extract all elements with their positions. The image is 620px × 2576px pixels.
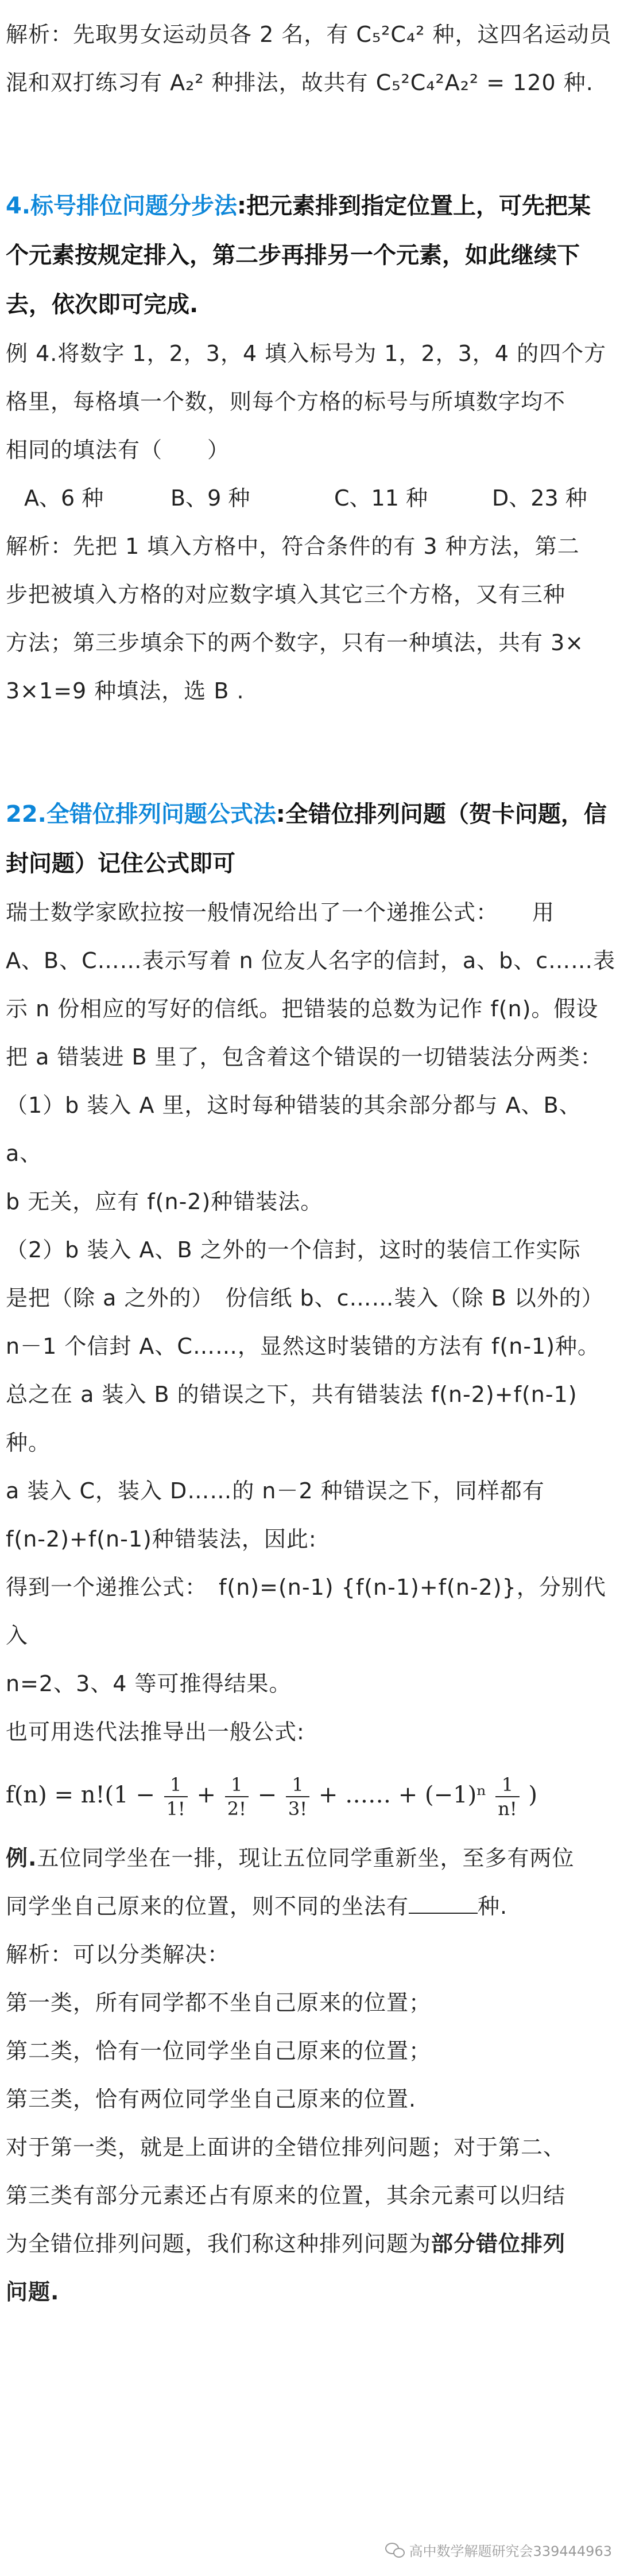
- solution-text-7: 为全错位排列问题，我们称这种排列问题为: [6, 2231, 432, 2256]
- recurrence-line-1: 得到一个递推公式： f(n)=(n-1) {f(n-1)+f(n-2)}，分别代入: [6, 1575, 606, 1648]
- solution-line-4: 第三类，恰有两位同学坐自己原来的位置.: [6, 2087, 417, 2112]
- formula-end: ): [528, 1782, 538, 1808]
- case-2-line-1: （2）b 装入 A、B 之外的一个信封，这时的装信工作实际: [6, 1237, 581, 1262]
- example-line-1: [6, 1834, 617, 1882]
- case-1-line-1: （1）b 装入 A 里，这时每种错装的其余部分都与 A、B、a、: [6, 1093, 582, 1166]
- intro-line-2: 混和双打练习有 A₂² 种排法，故共有 C₅²C₄²A₂² = 120 种.: [6, 70, 594, 95]
- wechat-icon: [385, 2543, 405, 2558]
- option-a: A、6 种: [24, 485, 104, 511]
- iteration-line: 也可用迭代法推导出一般公式:: [6, 1719, 305, 1744]
- formula-term-3: $\frac{1}{3!}$: [286, 1773, 309, 1820]
- formula-term-n: $\frac{1}{n!}$: [495, 1773, 519, 1820]
- partial-derangement-term: 部分错位排列: [431, 2231, 566, 2256]
- example-4-options: [6, 474, 617, 522]
- solution-line-6: 第三类有部分元素还占有原来的位置，其余元素可以归结: [6, 2183, 566, 2208]
- case-2-line-2: 是把（除 a 之外的） 份信纸 b、c……装入（除 B 以外的）: [6, 1285, 604, 1311]
- analysis-4-line-3: 方法；第三步填余下的两个数字，只有一种填法，共有 3×: [6, 630, 584, 655]
- euler-paragraph-line-4: 把 a 错装进 B 里了，包含着这个错误的一切错装法分两类：: [6, 1044, 603, 1070]
- analysis-4-line-4: 3×1=9 种填法，选 B .: [6, 678, 245, 704]
- section-4-heading-rest: :把元素排到指定位置上，可先把某: [237, 193, 591, 219]
- example-line-2: [6, 1882, 617, 1930]
- section-4-heading-line-2: 个元素按规定排入，第二步再排另一个元素，如此继续下: [6, 242, 580, 269]
- formula-middle: + …… + (−1)ⁿ: [318, 1782, 487, 1808]
- section-4-heading-line-3: 去，依次即可完成.: [6, 292, 199, 318]
- case-1-line-2: b 无关，应有 f(n-2)种错装法。: [6, 1189, 323, 1214]
- example-4-line-1: 例 4.将数字 1，2，3，4 填入标号为 1，2，3，4 的四个方: [6, 341, 607, 366]
- option-d: D、23 种: [492, 485, 587, 511]
- example-4-line-2: 格里，每格填一个数，则每个方格的标号与所填数字均不: [6, 389, 566, 414]
- euler-paragraph-line-2: A、B、C……表示写着 n 位友人名字的信封，a、b、c……表: [6, 948, 616, 973]
- section-4-heading: [6, 181, 617, 231]
- formula-term-1: $\frac{1}{1!}$: [164, 1773, 188, 1820]
- section-22-heading: [6, 790, 617, 839]
- example-4-line-3: 相同的填法有（ ）: [6, 437, 230, 463]
- example-text-1: 五位同学坐在一排，现让五位同学重新坐，至多有两位: [37, 1845, 575, 1871]
- example-text-2: 同学坐自己原来的位置，则不同的坐法有: [6, 1894, 409, 1919]
- formula-lhs: f(n) = n!(1 −: [6, 1782, 155, 1808]
- recurrence-line-2: n=2、3、4 等可推得结果。: [6, 1671, 292, 1696]
- summary-line-2: a 装入 C，装入 D……的 n－2 种错误之下，同样都有: [6, 1478, 545, 1503]
- formula-plus: +: [196, 1782, 216, 1808]
- section-4-title: 4.标号排位问题分步法: [6, 193, 238, 219]
- section-22-heading-line-2: 封问题）记住公式即可: [6, 850, 235, 877]
- example-label: 例.: [6, 1845, 37, 1871]
- solution-line-8: 问题.: [6, 2279, 60, 2305]
- formula-minus: −: [257, 1782, 277, 1808]
- section-22-title: 22.全错位排列问题公式法: [6, 801, 276, 827]
- spacer: [6, 107, 617, 181]
- watermark: [385, 2540, 612, 2560]
- summary-line-3: f(n-2)+f(n-1)种错装法，因此:: [6, 1526, 317, 1552]
- analysis-4-line-2: 步把被填入方格的对应数字填入其它三个方格，又有三种: [6, 582, 566, 607]
- intro-line-1: 解析：先取男女运动员各 2 名，有 C₅²C₄² 种，这四名运动员: [6, 22, 612, 47]
- formula-term-2: $\frac{1}{2!}$: [225, 1773, 249, 1820]
- option-c: C、11 种: [334, 485, 428, 511]
- solution-line-7: [6, 2220, 617, 2268]
- analysis-4-line-1: 解析：先把 1 填入方格中，符合条件的有 3 种方法，第二: [6, 534, 580, 559]
- solution-line-2: 第一类，所有同学都不坐自己原来的位置；: [6, 1990, 432, 2015]
- derangement-formula: [6, 1761, 617, 1829]
- watermark-text: 高中数学解题研究会339444963: [409, 2543, 612, 2559]
- case-2-line-3: n－1 个信封 A、C……，显然这时装错的方法有 f(n-1)种。: [6, 1334, 600, 1359]
- euler-paragraph-line-3: 示 n 份相应的写好的信纸。把错装的总数为记作 f(n)。假设: [6, 996, 599, 1021]
- example-text-3: 种.: [478, 1894, 508, 1919]
- euler-paragraph-line-1: 瑞士数学家欧拉按一般情况给出了一个递推公式： 用: [6, 900, 555, 925]
- solution-line-3: 第二类，恰有一位同学坐自己原来的位置；: [6, 2038, 432, 2064]
- solution-line-1: 解析：可以分类解决：: [6, 1942, 230, 1967]
- option-b: B、9 种: [170, 485, 250, 511]
- answer-blank: [409, 1895, 478, 1914]
- summary-line-1: 总之在 a 装入 B 的错误之下，共有错装法 f(n-2)+f(n-1)种。: [6, 1382, 578, 1455]
- solution-line-5: 对于第一类，就是上面讲的全错位排列问题；对于第二、: [6, 2135, 566, 2160]
- spacer: [6, 715, 617, 790]
- section-22-heading-rest: :全错位排列问题（贺卡问题，信: [276, 801, 607, 827]
